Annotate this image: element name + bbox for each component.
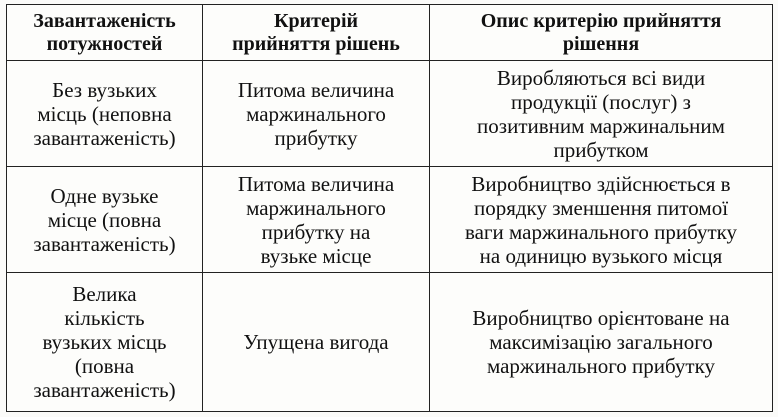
cell-description: Виробляються всі види продукції (послуг) з позитивним маржинальним прибутком (430, 61, 773, 167)
cell-description: Виробництво орієнтоване на максимізацію загального маржинального прибутку (430, 273, 773, 412)
table-row (7, 61, 773, 167)
cell-description: Виробництво здійснюється в порядку зменшення питомої ваги маржинального прибутку на одиницю вузького місця (430, 167, 773, 273)
cell-criterion: Упущена вигода (203, 273, 430, 412)
header-capacity-load: Завантаженість потужностей (7, 5, 203, 61)
cell-criterion: Питома величина маржинального прибутку на вузьке місце (203, 167, 430, 273)
header-criterion-description: Опис критерію прийняття рішення (430, 5, 773, 61)
cell-load: Без вузьких місць (неповна завантаженість) (7, 61, 203, 167)
cell-load: Одне вузьке місце (повна завантаженість) (7, 167, 203, 273)
table-row (7, 273, 773, 412)
table-row (7, 167, 773, 273)
cell-load: Велика кількість вузьких місць (повна завантаженість) (7, 273, 203, 412)
criteria-table (6, 4, 773, 412)
cell-criterion: Питома величина маржинального прибутку (203, 61, 430, 167)
table-header-row (7, 5, 773, 61)
header-decision-criterion: Критерій прийняття рішень (203, 5, 430, 61)
